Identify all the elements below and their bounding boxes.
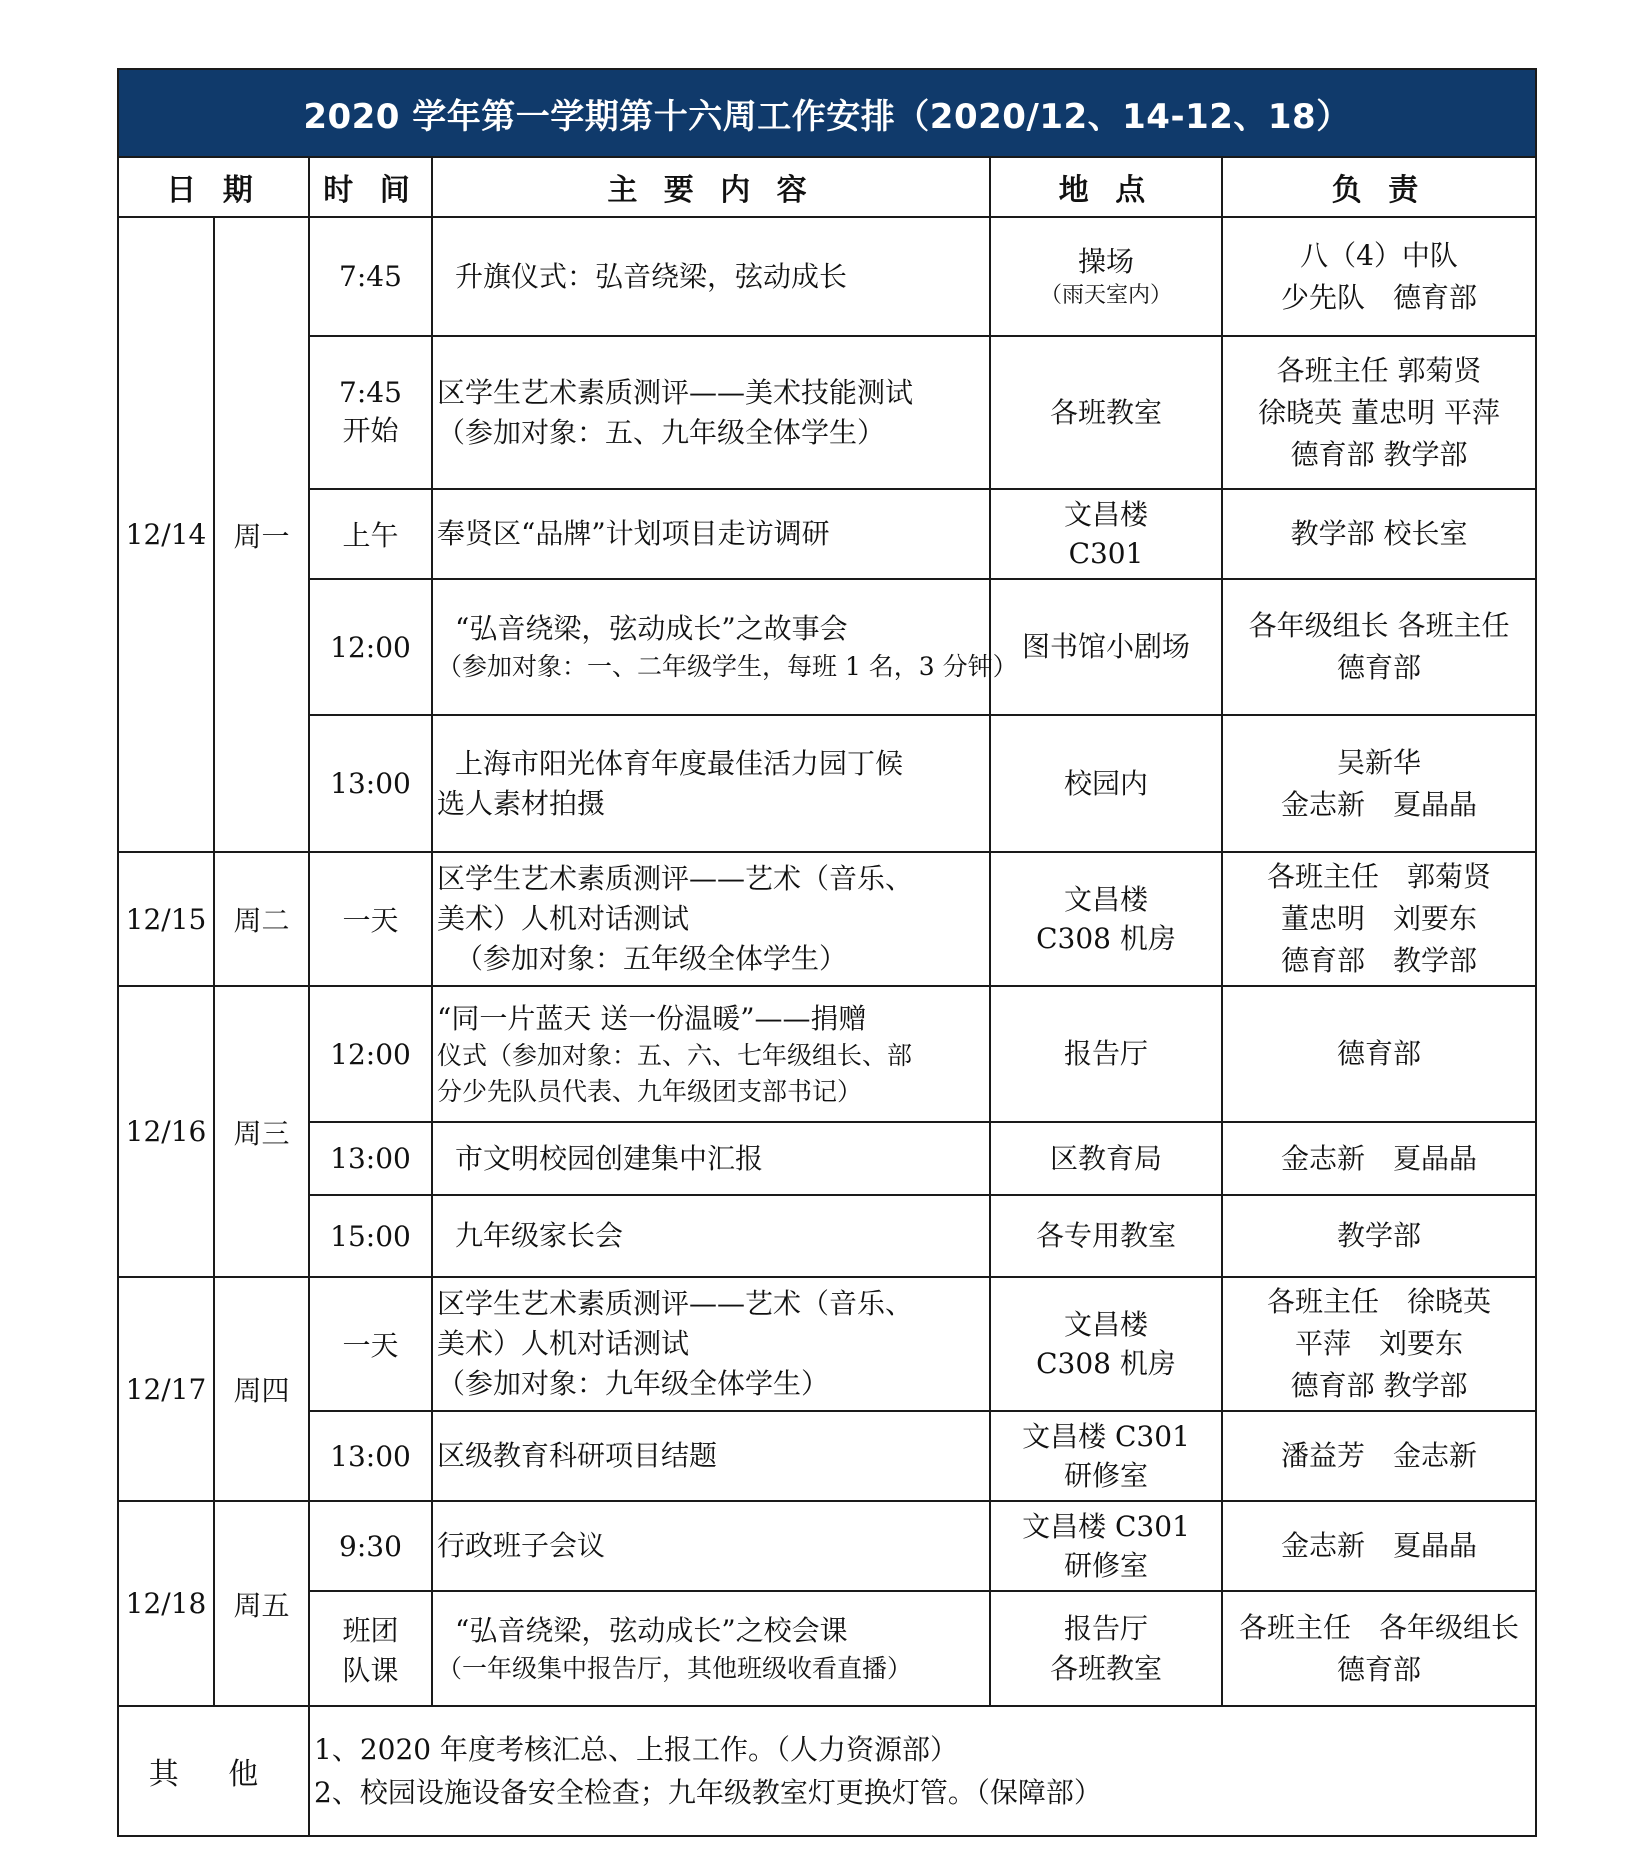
location-cell [990,217,1222,336]
responsible-cell-line: 徐晓英 董忠明 平萍 [1258,395,1500,429]
location-cell-line: 图书馆小剧场 [1021,630,1190,664]
responsible-cell-line: 各班主任 徐晓英 [1267,1285,1492,1318]
header-responsible: 负 责 [1222,157,1536,217]
header-location: 地 点 [990,157,1222,217]
content-cell [432,715,990,852]
header-date: 日 期 [118,157,309,217]
event-row [118,336,1536,489]
location-cell [990,1195,1222,1277]
content-cell-line: “同一片蓝天 送一份温暖”——捐赠 [437,1001,867,1035]
location-cell [990,715,1222,852]
responsible-cell [1222,1122,1536,1195]
responsible-cell [1222,489,1536,579]
responsible-cell [1222,336,1536,489]
event-row [118,715,1536,852]
content-cell [432,852,990,986]
other-row [118,1706,1536,1836]
responsible-cell-line: 潘益芳 金志新 [1281,1439,1478,1472]
content-cell-line: 奉贤区“品牌”计划项目走访调研 [437,517,830,551]
time-cell-line: 12:00 [330,1037,411,1071]
time-cell [309,852,432,986]
responsible-cell [1222,1195,1536,1277]
schedule-table [117,68,1537,1837]
header-row [118,157,1536,217]
time-cell-line: 9:30 [339,1529,402,1563]
time-cell [309,579,432,715]
time-cell-line: 15:00 [330,1219,411,1253]
content-cell [432,336,990,489]
time-cell-line: 队课 [342,1653,399,1687]
responsible-cell-line: 教学部 校长室 [1290,517,1468,550]
time-cell-line: 一天 [342,904,399,937]
responsible-cell [1222,986,1536,1122]
content-cell-line: “弘音绕梁，弦动成长”之校会课 [455,1613,848,1647]
content-cell-line: （一年级集中报告厅，其他班级收看直播） [437,1653,913,1683]
time-cell [309,1501,432,1591]
content-cell [432,1122,990,1195]
location-cell [990,1501,1222,1591]
location-cell-line: 操场 [1077,244,1134,278]
event-row [118,217,1536,336]
responsible-cell-line: 金志新 夏晶晶 [1281,1529,1478,1562]
time-cell [309,1411,432,1501]
date-cell: 12/18 [118,1501,214,1706]
content-cell-line: 分少先队员代表、九年级团支部书记） [437,1076,863,1106]
responsible-cell-line: 董忠明 刘要东 [1281,902,1478,935]
location-cell-line: 校园内 [1063,766,1148,800]
location-cell [990,852,1222,986]
event-row [118,489,1536,579]
title-row [118,69,1536,157]
time-cell-line: 7:45 [339,376,402,409]
location-cell [990,1122,1222,1195]
other-item: 1、2020 年度考核汇总、上报工作。（人力资源部） [314,1732,958,1766]
content-cell [432,579,1018,715]
content-cell [432,1277,990,1411]
responsible-cell-line: 德育部 [1337,651,1422,684]
responsible-cell-line: 金志新 夏晶晶 [1281,787,1478,821]
event-row [118,986,1536,1122]
content-cell-line: 选人素材拍摄 [437,786,606,820]
other-label: 其 他 [118,1706,309,1836]
content-cell-line: 市文明校园创建集中汇报 [455,1141,764,1175]
header-time: 时 间 [309,157,432,217]
content-cell [432,489,990,579]
time-cell [309,1591,432,1706]
location-cell [990,1411,1222,1501]
time-cell [309,1195,432,1277]
responsible-cell-line: 各班主任 各年级组长 [1239,1610,1520,1644]
location-cell [990,1591,1222,1706]
responsible-cell-line: 德育部 教学部 [1281,944,1478,977]
time-cell-line: 13:00 [330,1142,411,1175]
location-cell-line: 各专用教室 [1035,1219,1176,1253]
content-cell-line: “弘音绕梁，弦动成长”之故事会 [455,612,848,646]
responsible-cell-line: 各年级组长 各班主任 [1248,609,1510,642]
schedule-document [117,68,1535,1837]
time-cell [309,986,432,1122]
location-cell [990,1277,1222,1411]
weekday-cell: 周三 [214,986,309,1277]
weekday-cell: 周二 [214,852,309,986]
responsible-cell-line: 德育部 [1337,1037,1422,1070]
content-cell-line: 仪式（参加对象：五、六、七年级组长、部 [437,1041,913,1071]
location-cell [990,489,1222,579]
responsible-cell [1222,715,1536,852]
time-cell [309,217,432,336]
location-cell-line: 文昌楼 [1063,882,1148,916]
content-cell-line: 区学生艺术素质测评——艺术（音乐、 [437,862,914,896]
responsible-cell [1222,579,1536,715]
responsible-cell [1222,1411,1536,1501]
location-cell-line: 报告厅 [1063,1612,1148,1646]
date-cell: 12/15 [118,852,214,986]
responsible-cell-line: 各班主任 郭菊贤 [1276,353,1482,387]
weekday-cell: 周四 [214,1277,309,1501]
content-cell-line: （参加对象：五年级全体学生） [455,941,848,975]
location-cell-line: C308 机房 [1036,922,1176,955]
weekday-cell: 周一 [214,217,309,852]
content-cell [432,1591,990,1706]
responsible-cell-line: 金志新 夏晶晶 [1281,1141,1478,1175]
location-cell-line: C301 [1068,537,1144,570]
event-row [118,579,1536,715]
content-cell [432,217,990,336]
responsible-cell-line: 平萍 刘要东 [1295,1327,1464,1360]
content-cell [432,1411,990,1501]
time-cell [309,715,432,852]
responsible-cell [1222,852,1536,986]
location-cell-line: 文昌楼 C301 [1022,1509,1190,1543]
content-cell-line: 上海市阳光体育年度最佳活力园丁候 [455,746,904,780]
time-cell [309,489,432,579]
responsible-cell-line: 少先队 德育部 [1281,280,1478,314]
location-cell [990,579,1222,715]
location-cell-line: 区教育局 [1049,1141,1162,1175]
responsible-cell-line: 吴新华 [1337,745,1422,779]
responsible-cell-line: 德育部 教学部 [1290,437,1468,471]
content-cell-line: 美术）人机对话测试 [437,1327,690,1361]
event-row [118,1411,1536,1501]
location-cell [990,986,1222,1122]
location-cell-line: 文昌楼 C301 [1022,1419,1190,1453]
time-cell-line: 班团 [342,1613,399,1647]
date-cell: 12/17 [118,1277,214,1501]
content-cell-line: （参加对象：五、九年级全体学生） [437,415,886,449]
time-cell [309,1122,432,1195]
location-cell [990,336,1222,489]
time-cell [309,336,432,489]
location-cell-line: C308 机房 [1036,1347,1176,1380]
weekday-cell: 周五 [214,1501,309,1706]
location-cell-line: 报告厅 [1063,1037,1148,1071]
other-content [309,1706,1536,1836]
content-cell-line: 美术）人机对话测试 [437,902,690,936]
event-row [118,1122,1536,1195]
location-cell-line: 各班教室 [1049,1651,1162,1685]
time-cell-line: 13:00 [330,767,411,800]
content-cell-line: 升旗仪式：弘音绕梁，弦动成长 [455,259,848,293]
page-title: 2020 学年第一学期第十六周工作安排（2020/12、14-12、18） [118,69,1536,157]
responsible-cell-line: 德育部 教学部 [1290,1369,1468,1402]
event-row [118,1501,1536,1591]
content-cell [432,1195,990,1277]
event-row [118,1277,1536,1411]
time-cell [309,1277,432,1411]
date-cell: 12/16 [118,986,214,1277]
location-cell-line: 研修室 [1063,1549,1148,1582]
time-cell-line: 一天 [342,1329,399,1362]
content-cell-line: 区级教育科研项目结题 [437,1439,718,1473]
content-cell-line: 区学生艺术素质测评——艺术（音乐、 [437,1287,914,1321]
responsible-cell [1222,1591,1536,1706]
content-cell-line: （参加对象：一、二年级学生，每班 1 名，3 分钟） [437,652,1018,682]
location-cell-line: 各班教室 [1049,395,1162,429]
event-row [118,852,1536,986]
content-cell-line: 区学生艺术素质测评——美术技能测试 [437,375,914,409]
location-cell-line: 研修室 [1063,1459,1148,1492]
responsible-cell [1222,1277,1536,1411]
location-cell-line: （雨天室内） [1039,282,1172,308]
content-cell-line: （参加对象：九年级全体学生） [437,1366,830,1400]
event-row [118,1591,1536,1706]
content-cell [432,986,990,1122]
responsible-cell-line: 八（4）中队 [1300,238,1458,272]
location-cell-line: 文昌楼 [1063,1307,1148,1341]
time-cell-line: 13:00 [330,1439,411,1473]
content-cell [432,1501,990,1591]
date-cell: 12/14 [118,217,214,852]
location-cell-line: 文昌楼 [1063,497,1148,531]
header-content: 主 要 内 容 [432,157,990,217]
other-item: 2、校园设施设备安全检查；九年级教室灯更换灯管。（保障部） [314,1776,1102,1809]
content-cell-line: 行政班子会议 [437,1529,606,1563]
time-cell-line: 开始 [342,414,399,447]
time-cell-line: 上午 [342,519,399,552]
responsible-cell [1222,1501,1536,1591]
responsible-cell-line: 德育部 [1337,1652,1422,1686]
responsible-cell-line: 各班主任 郭菊贤 [1267,860,1492,893]
content-cell-line: 九年级家长会 [455,1219,624,1253]
responsible-cell [1222,217,1536,336]
time-cell-line: 7:45 [339,260,402,293]
time-cell-line: 12:00 [330,630,411,664]
event-row [118,1195,1536,1277]
responsible-cell-line: 教学部 [1337,1219,1422,1252]
